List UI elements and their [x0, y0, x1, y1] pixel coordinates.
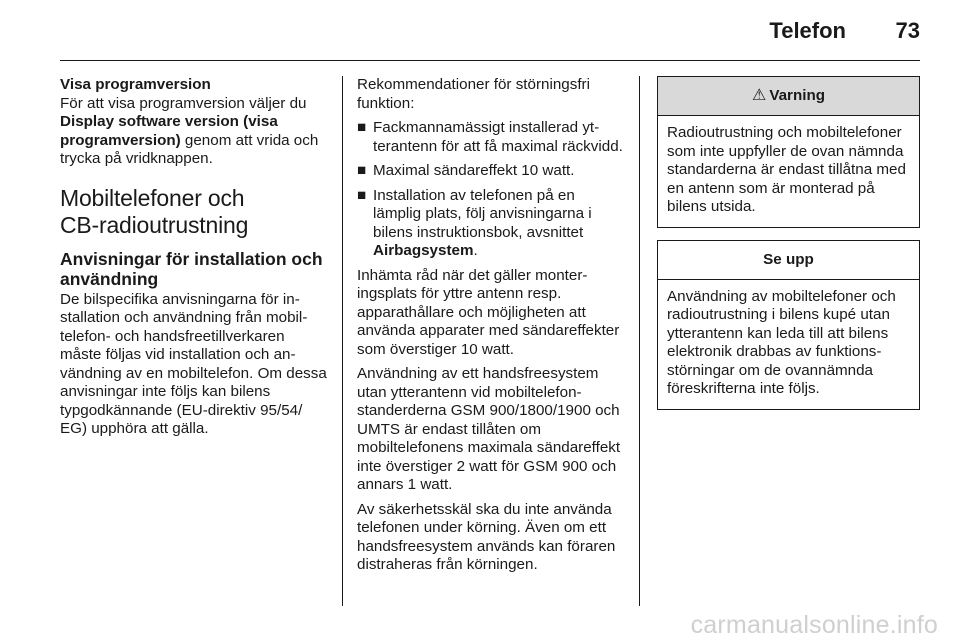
column-divider [342, 76, 343, 606]
watermark: carmanualsonline.info [690, 611, 938, 639]
chapter-heading-line1: Mobiltelefoner och [60, 184, 245, 211]
page-number: 73 [895, 18, 920, 43]
page-header [60, 16, 920, 61]
chapter-heading-line2: CB-radioutrustning [60, 211, 249, 238]
column-left [60, 76, 330, 445]
handsfree-paragraph: Användning av ett handsfreesystem utan ytterantenn vid mobiltelefonstanderderna GSM 900/1800/1900 och UMTS är endast tillåten om mobiltelefonens maximala sändareffekt inte överstiger 2 watt för GSM 900 och annars 1 watt. [357, 365, 621, 493]
warning-triangle-icon: ⚠ [751, 87, 767, 104]
recommendations-intro: Rekommendationer för störningsfri funktion: [357, 76, 590, 112]
section-heading-installation: Anvisningar för installation och användning [60, 248, 323, 289]
bullet-icon: ■ [357, 186, 367, 204]
warning-box [657, 76, 920, 228]
software-version-text: För att visa programversion väljer du [60, 94, 307, 112]
airbag-reference: Airbagsystem [373, 242, 474, 259]
caution-box [657, 240, 920, 410]
installation-paragraph: De bilspecifika anvisningarna för installation och användning från mobiltelefon- och handsfreetillverkaren måste följas vid installation och användning av en mobiltelefon. Om dessa anvisningar inte följs kan bilens typgodkännande (EU-direktiv 95/54/ EG) upphöra att gälla. [60, 290, 327, 437]
list-item-text: Fackmannamässigt installerad ytterantenn för att få maximal räckvidd. [373, 119, 623, 155]
list-item [357, 119, 625, 156]
chapter-heading [60, 185, 330, 239]
list-item [357, 187, 625, 261]
recommendations-list [357, 119, 625, 261]
warning-title: Varning [769, 87, 826, 104]
warning-box-header [658, 77, 919, 116]
caution-text: Användning av mobiltelefoner och radioutrustning i bilens kupé utan ytterantenn kan leda till att bilens elektronik drabbas av funktionsstörningar om de ovannämnda föreskrifterna inte följs. [667, 287, 896, 397]
bullet-icon: ■ [357, 119, 367, 136]
column-middle [357, 76, 625, 581]
mounting-paragraph: Inhämta råd när det gäller monteringsplats för yttre antenn resp. apparathållare och möjligheten att använda apparater med sändareffekter som överstiger 10 watt. [357, 266, 620, 358]
column-right [657, 76, 920, 422]
software-version-text-end: genom att vrida och trycka på vridknappen. [60, 131, 319, 167]
menu-item-reference: Display software version (visa programversion) [60, 113, 278, 149]
warning-text: Radioutrustning och mobiltelefoner som inte uppfyller de ovan nämnda standarderna är endast tillåtna med en antenn som är monterad på bilens utsida. [667, 124, 906, 215]
list-item [357, 162, 625, 181]
section-heading-software-version: Visa programversion [60, 76, 211, 93]
bullet-icon: ■ [357, 162, 367, 179]
safety-paragraph: Av säkerhetsskäl ska du inte använda telefonen under körning. Även om ett handsfreesystem används kan föraren distraheras från körningen. [357, 500, 616, 573]
list-item-text: Installation av telefonen på en lämplig plats, följ anvisningarna i bilens instruktionsbok, avsnittet [373, 186, 592, 241]
list-item-text-end: . [473, 242, 478, 259]
list-item-text: Maximal sändareffekt 10 watt. [373, 162, 575, 179]
page-title: Telefon [769, 18, 846, 43]
column-divider [639, 76, 640, 606]
caution-title: Se upp [658, 241, 919, 280]
software-version-paragraph [60, 95, 330, 169]
